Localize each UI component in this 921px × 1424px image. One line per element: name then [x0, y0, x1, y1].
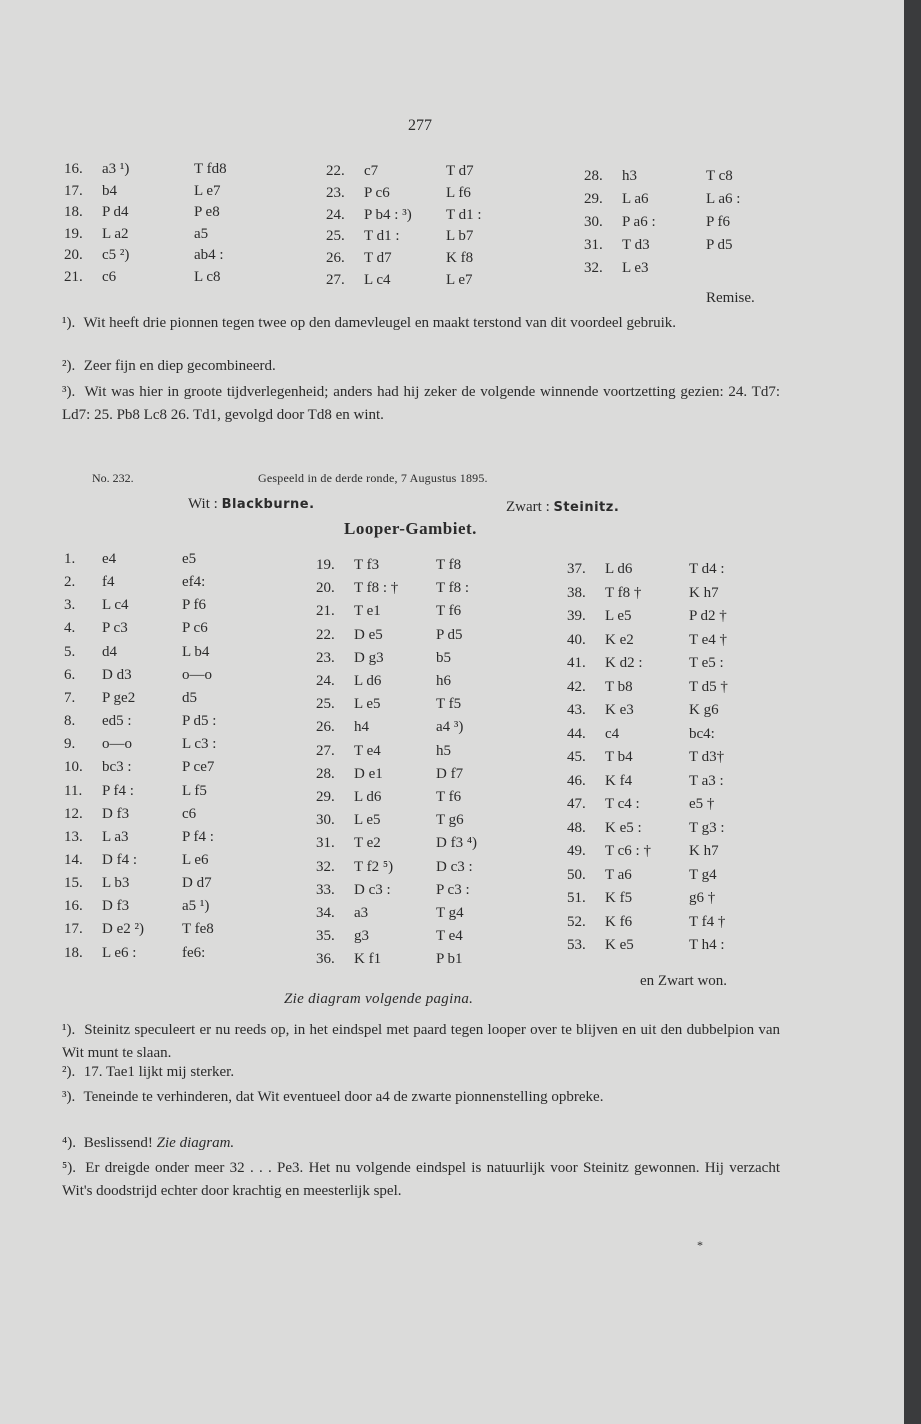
black-move: P ce7 — [182, 759, 215, 776]
black-move: L b4 — [182, 643, 210, 660]
game2-note-5 — [62, 1157, 780, 1203]
move-number: 17. — [64, 921, 83, 938]
move-number: 30. — [584, 214, 603, 230]
white-move: D g3 — [354, 649, 384, 666]
black-move: T g4 — [436, 905, 464, 921]
white-move: L c4 — [364, 272, 391, 288]
move-number: 45. — [567, 749, 586, 765]
white-move: K f5 — [605, 890, 633, 906]
white-move: T f8 † — [605, 584, 642, 601]
move-number: 15. — [64, 875, 83, 892]
note-marker: ⁴). — [62, 1135, 76, 1151]
black-move: e5 † — [689, 796, 715, 812]
move-number: 40. — [567, 631, 586, 648]
black-move: K h7 — [689, 584, 719, 601]
black-move: T c8 — [706, 168, 733, 184]
white-move: T d1 : — [364, 228, 400, 245]
move-number: 29. — [316, 789, 335, 805]
black-move: P c6 — [182, 620, 208, 637]
move-number: 11. — [64, 782, 83, 799]
black-move: K f8 — [446, 250, 474, 267]
black-move: L f5 — [182, 782, 207, 799]
black-move: T f6 — [436, 789, 462, 805]
black-move: h5 — [436, 742, 451, 759]
move-number: 44. — [567, 725, 586, 742]
white-move: P c6 — [364, 184, 390, 201]
white-name: Blackburne. — [221, 497, 315, 512]
note-marker: ³). — [62, 1089, 76, 1105]
white-move: D f3 — [102, 805, 130, 822]
opening-title: Looper-Gambiet. — [344, 519, 477, 538]
move-number: 16. — [64, 898, 83, 915]
black-move: T d1 : — [446, 206, 482, 223]
black-move: T d5 † — [689, 678, 728, 695]
move-number: 1. — [64, 551, 76, 567]
game2-note-4 — [62, 1132, 780, 1155]
game-number: No. 232. — [92, 471, 134, 485]
black-move: T g6 — [436, 812, 464, 829]
move-number: 18. — [64, 944, 83, 961]
white-move: P c3 — [102, 620, 128, 637]
move-number: 41. — [567, 655, 586, 671]
white-move: c7 — [364, 163, 379, 179]
move-number: 32. — [584, 260, 603, 276]
black-label: Zwart : — [506, 499, 550, 515]
move-number: 35. — [316, 928, 335, 945]
black-move: D d7 — [182, 875, 212, 892]
white-move: h3 — [622, 168, 637, 184]
black-move: T e4 — [436, 928, 463, 945]
move-number: 31. — [584, 237, 603, 253]
black-move: D f3 ⁴) — [436, 835, 478, 852]
black-move: T g4 — [689, 866, 717, 883]
black-player — [506, 499, 619, 516]
move-number: 34. — [316, 905, 335, 921]
white-move: L a6 — [622, 191, 649, 207]
white-move: a3 — [354, 905, 369, 921]
white-move: L e6 : — [102, 944, 137, 961]
black-move: K h7 — [689, 843, 719, 859]
white-move: K e5 : — [605, 819, 642, 836]
white-move: d4 — [102, 643, 117, 660]
white-move: P b4 : ³) — [364, 206, 412, 223]
note-text: Er dreigde onder meer 32 . . . Pe3. Het nu volgende eindspel is natuurlijk voor Steinitz gewonnen. Hij verzacht Wit's doodstrijd echter door krachtig en meesterlijk spel. — [62, 1160, 780, 1199]
move-number: 20. — [64, 247, 83, 263]
footer-mark: * — [697, 1238, 703, 1252]
black-move: T f8 : — [436, 580, 470, 597]
move-number: 22. — [316, 626, 335, 643]
note-text: Teneinde te verhinderen, dat Wit eventueel door a4 de zwarte pionnenstelling opbreke. — [83, 1089, 604, 1105]
black-move: P b1 — [436, 951, 463, 968]
black-move: a5 ¹) — [182, 898, 210, 915]
black-move: L e7 — [194, 182, 221, 199]
move-number: 17. — [64, 182, 83, 199]
white-move: L b3 — [102, 875, 130, 892]
white-move: T a6 — [605, 866, 632, 883]
white-move: c6 — [102, 268, 117, 285]
black-move: a4 ³) — [436, 719, 464, 736]
white-move: T e4 — [354, 742, 381, 759]
white-move: T c4 : — [605, 796, 640, 812]
move-number: 8. — [64, 713, 76, 730]
white-move: o—o — [102, 736, 132, 753]
move-number: 22. — [326, 163, 345, 179]
white-move: ed5 : — [102, 713, 132, 730]
black-move: ef4: — [182, 574, 206, 591]
note-emphasis: Zie diagram. — [156, 1135, 235, 1151]
black-move: e5 — [182, 551, 197, 567]
white-move: T e1 — [354, 603, 381, 620]
game2-note-3 — [62, 1086, 780, 1109]
move-number: 29. — [584, 191, 603, 207]
white-move: T e2 — [354, 835, 381, 852]
move-number: 26. — [326, 250, 345, 267]
note-marker: ¹). — [62, 315, 76, 331]
move-number: 19. — [64, 225, 83, 242]
note-text: Zeer fijn en diep gecombineerd. — [83, 358, 276, 374]
black-move: bc4: — [689, 725, 715, 742]
diagram-caption: Zie diagram volgende pagina. — [284, 991, 474, 1007]
white-move: P a6 : — [622, 214, 656, 230]
move-number: 10. — [64, 759, 83, 776]
white-move: c5 ²) — [102, 247, 130, 263]
note-marker: ¹). — [62, 1022, 76, 1038]
move-number: 24. — [316, 673, 335, 689]
white-move: T f8 : † — [354, 580, 399, 597]
move-number: 2. — [64, 574, 76, 591]
white-move: g3 — [354, 928, 369, 945]
white-move: L e3 — [622, 260, 649, 276]
white-move: L c4 — [102, 597, 129, 614]
move-number: 25. — [316, 696, 335, 713]
white-move: T f3 — [354, 557, 380, 573]
game1-note-1 — [62, 312, 780, 335]
note-marker: ⁵). — [62, 1160, 76, 1176]
move-number: 23. — [316, 649, 335, 666]
white-move: f4 — [102, 574, 115, 591]
black-move: o—o — [182, 666, 212, 683]
white-move: P d4 — [102, 204, 129, 220]
game-played-info: Gespeeld in de derde ronde, 7 Augustus 1895. — [258, 471, 488, 485]
move-number: 32. — [316, 858, 335, 875]
move-number: 28. — [584, 168, 603, 184]
move-number: 4. — [64, 620, 76, 637]
move-number: 31. — [316, 835, 335, 852]
white-move: L d6 — [605, 561, 633, 577]
move-number: 52. — [567, 913, 586, 930]
black-move: L e7 — [446, 272, 473, 288]
white-move: D e2 ²) — [102, 921, 144, 938]
game2-note-2 — [62, 1061, 780, 1084]
black-move: T fd8 — [194, 161, 227, 177]
white-move: D f3 — [102, 898, 130, 915]
move-number: 12. — [64, 805, 83, 822]
game1-note-2 — [62, 355, 780, 378]
black-move: L c8 — [194, 268, 221, 285]
black-move: T h4 : — [689, 937, 725, 953]
black-move: L c3 : — [182, 736, 217, 753]
black-move: P d2 † — [689, 608, 727, 624]
white-move: D e1 — [354, 765, 383, 782]
move-number: 13. — [64, 828, 83, 845]
black-move: T f6 — [436, 603, 462, 620]
move-number: 42. — [567, 678, 586, 695]
note-text: Wit was hier in groote tijdverlegenheid; anders had hij zeker de volgende winnende voortzetting gezien: 24. Td7: Ld7: 25. Pb8 Lc8 26. Td1, gevolgd door Td8 en wint. — [62, 384, 780, 423]
white-move: K e2 — [605, 631, 634, 648]
black-move: T d4 : — [689, 561, 725, 577]
white-move: L e5 — [354, 696, 381, 713]
black-move: T f8 — [436, 557, 462, 573]
black-move: L e6 — [182, 851, 209, 868]
white-move: K f4 — [605, 772, 633, 789]
move-number: 46. — [567, 772, 586, 789]
white-move: e4 — [102, 551, 117, 567]
move-number: 9. — [64, 736, 76, 753]
white-move: T d3 — [622, 237, 650, 253]
move-number: 30. — [316, 812, 335, 829]
black-move: P f6 — [706, 214, 731, 230]
black-move: P d5 — [436, 626, 463, 643]
white-move: T f2 ⁵) — [354, 858, 394, 875]
white-move: a3 ¹) — [102, 161, 130, 177]
move-number: 50. — [567, 866, 586, 883]
move-number: 47. — [567, 796, 586, 812]
note-marker: ²). — [62, 1064, 76, 1080]
note-marker: ²). — [62, 358, 76, 374]
black-move: T g3 : — [689, 819, 725, 836]
note-text: Beslissend! — [83, 1135, 153, 1151]
black-move: P d5 — [706, 237, 733, 253]
black-move: T d7 — [446, 163, 474, 179]
black-move: T f5 — [436, 696, 462, 713]
move-number: 27. — [316, 742, 335, 759]
game1-result: Remise. — [706, 290, 755, 306]
move-number: 48. — [567, 819, 586, 836]
move-number: 24. — [326, 206, 345, 223]
black-move: b5 — [436, 649, 451, 666]
black-move: T a3 : — [689, 772, 724, 789]
move-number: 27. — [326, 272, 345, 288]
black-move: T e4 † — [689, 631, 728, 648]
move-number: 28. — [316, 765, 335, 782]
move-number: 19. — [316, 557, 335, 573]
note-text: Wit heeft drie pionnen tegen twee op den damevleugel en maakt terstond van dit voordeel gebruik. — [83, 315, 677, 331]
white-move: h4 — [354, 719, 369, 736]
white-move: L d6 — [354, 673, 382, 689]
game2-result: en Zwart won. — [640, 973, 728, 989]
black-move: P d5 : — [182, 713, 217, 730]
black-move: T e5 : — [689, 655, 724, 671]
note-text: 17. Tae1 lijkt mij sterker. — [83, 1064, 235, 1080]
black-move: T fe8 — [182, 921, 214, 938]
move-number: 5. — [64, 643, 76, 660]
white-move: L d6 — [354, 789, 382, 805]
black-name: Steinitz. — [553, 500, 620, 515]
white-move: b4 — [102, 182, 117, 199]
move-number: 3. — [64, 597, 76, 614]
black-move: D f7 — [436, 765, 464, 782]
white-label: Wit : — [188, 496, 218, 512]
black-move: P e8 — [194, 204, 220, 220]
black-move: T f4 † — [689, 913, 726, 930]
black-move: L b7 — [446, 228, 474, 245]
black-move: c6 — [182, 805, 197, 822]
move-number: 51. — [567, 890, 586, 906]
white-player — [188, 496, 315, 513]
page-number: 277 — [408, 117, 432, 134]
move-number: 43. — [567, 702, 586, 718]
black-move: h6 — [436, 673, 451, 689]
move-number: 7. — [64, 689, 76, 706]
white-move: L e5 — [354, 812, 381, 829]
white-move: bc3 : — [102, 759, 132, 776]
black-move: L f6 — [446, 184, 471, 201]
move-number: 20. — [316, 580, 335, 597]
move-number: 38. — [567, 584, 586, 601]
white-move: K f6 — [605, 913, 633, 930]
white-move: K e3 — [605, 702, 634, 718]
note-marker: ³). — [62, 384, 76, 400]
white-move: c4 — [605, 725, 620, 742]
move-number: 23. — [326, 184, 345, 201]
white-move: D e5 — [354, 626, 383, 643]
black-move: ab4 : — [194, 247, 224, 263]
note-text: Steinitz speculeert er nu reeds op, in het eindspel met paard tegen looper over te blijven en uit den dubbelpion van Wit munt te slaan. — [62, 1022, 781, 1061]
move-number: 49. — [567, 843, 586, 859]
black-move: P f6 — [182, 597, 207, 614]
white-move: K e5 — [605, 937, 634, 953]
move-number: 6. — [64, 666, 76, 683]
black-move: g6 † — [689, 890, 716, 906]
white-move: L a3 — [102, 828, 129, 845]
white-move: T b4 — [605, 749, 633, 765]
white-move: D f4 : — [102, 851, 137, 868]
black-move: d5 — [182, 689, 197, 706]
white-move: P f4 : — [102, 782, 134, 799]
move-number: 18. — [64, 204, 83, 220]
black-move: fe6: — [182, 944, 206, 961]
white-move: T b8 — [605, 678, 633, 695]
move-number: 21. — [64, 268, 83, 285]
move-number: 16. — [64, 161, 83, 177]
black-move: P c3 : — [436, 881, 470, 898]
move-number: 21. — [316, 603, 335, 620]
white-move: T c6 : † — [605, 843, 651, 859]
game1-note-3 — [62, 381, 780, 427]
move-number: 53. — [567, 937, 586, 953]
black-move: D c3 : — [436, 858, 473, 875]
black-move: a5 — [194, 225, 209, 242]
move-number: 14. — [64, 851, 83, 868]
move-number: 26. — [316, 719, 335, 736]
move-number: 36. — [316, 951, 335, 968]
black-move: T d3† — [689, 749, 725, 765]
white-move: L e5 — [605, 608, 632, 624]
move-number: 33. — [316, 881, 335, 898]
white-move: D c3 : — [354, 881, 391, 898]
black-move: K g6 — [689, 702, 719, 718]
white-move: L a2 — [102, 225, 129, 242]
move-number: 39. — [567, 608, 586, 624]
white-move: T d7 — [364, 250, 392, 267]
black-move: P f4 : — [182, 828, 214, 845]
move-number: 37. — [567, 561, 586, 577]
black-move: L a6 : — [706, 191, 741, 207]
white-move: P ge2 — [102, 689, 136, 706]
white-move: D d3 — [102, 666, 132, 683]
move-number: 25. — [326, 228, 345, 245]
white-move: K f1 — [354, 951, 382, 968]
game2-note-1 — [62, 1019, 780, 1065]
white-move: K d2 : — [605, 655, 643, 671]
